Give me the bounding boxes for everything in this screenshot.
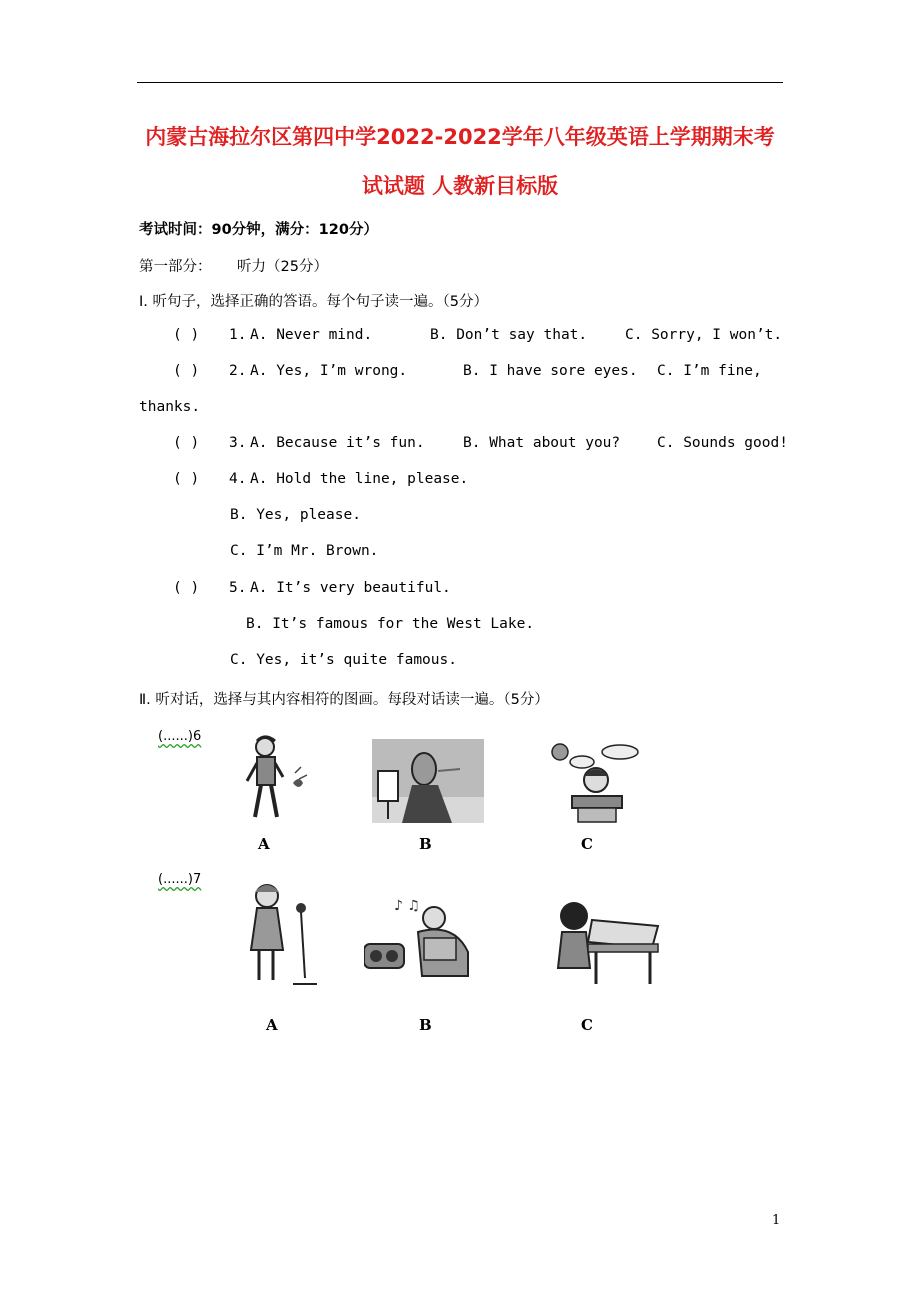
- picture-label-c: C: [581, 835, 593, 853]
- svg-text:♪ ♫: ♪ ♫: [394, 898, 420, 914]
- option-b: B. What about you?: [463, 435, 621, 451]
- question-number: 2.: [229, 363, 247, 379]
- girl-drawing-picture[interactable]: [548, 896, 662, 986]
- item-6-marker[interactable]: (......)6: [158, 729, 202, 744]
- option-c: C. I’m Mr. Brown.: [230, 543, 379, 559]
- question-number: 4.: [229, 471, 247, 487]
- part1-heading: 第一部分：: [139, 259, 212, 275]
- option-a: A. Never mind.: [250, 327, 373, 343]
- exam-title-line-2: 试试题 人教新目标版: [361, 174, 559, 198]
- option-b: B. I have sore eyes.: [463, 363, 638, 379]
- option-b: B. It’s famous for the West Lake.: [246, 616, 535, 632]
- option-c: C. I’m fine,: [657, 363, 762, 379]
- girl-singing-picture[interactable]: [243, 880, 325, 988]
- picture-label-c: C: [581, 1016, 593, 1034]
- option-c-continued: thanks.: [139, 399, 201, 415]
- option-b: B. Don’t say that.: [430, 327, 588, 343]
- option-c: C. Sounds good!: [657, 435, 788, 451]
- section2-instruction: Ⅱ. 听对话，选择与其内容相符的图画。每段对话读一遍。（5分）: [139, 692, 549, 708]
- option-a: A. It’s very beautiful.: [250, 580, 451, 596]
- exam-info: 考试时间：90分钟，满分：120分）: [139, 222, 378, 238]
- exam-title-line-1: 内蒙古海拉尔区第四中学2022-2022学年八年级英语上学期期末考: [145, 125, 775, 149]
- answer-paren[interactable]: ( ): [173, 471, 200, 487]
- header-rule: [137, 82, 783, 83]
- girl-listening-music-picture[interactable]: [364, 892, 490, 984]
- page-number: 1: [772, 1213, 781, 1228]
- part1-name: 听力（25分）: [237, 259, 328, 275]
- item-7-marker[interactable]: (......)7: [158, 872, 202, 887]
- option-a: A. Yes, I’m wrong.: [250, 363, 408, 379]
- picture-label-b: B: [419, 1016, 432, 1034]
- question-number: 3.: [229, 435, 247, 451]
- answer-paren[interactable]: ( ): [173, 327, 200, 343]
- student-thinking-picture[interactable]: [548, 738, 648, 824]
- picture-label-b: B: [419, 835, 432, 853]
- picture-label-a: A: [266, 1016, 278, 1034]
- walking-boy-picture[interactable]: [235, 733, 315, 825]
- option-c: C. Sorry, I won’t.: [625, 327, 783, 343]
- question-number: 1.: [229, 327, 247, 343]
- question-number: 5.: [229, 580, 247, 596]
- option-a: A. Because it’s fun.: [250, 435, 425, 451]
- answer-paren[interactable]: ( ): [173, 435, 200, 451]
- section1-instruction: Ⅰ. 听句子，选择正确的答语。每个句子读一遍。（5分）: [139, 294, 488, 310]
- option-a: A. Hold the line, please.: [250, 471, 469, 487]
- option-b: B. Yes, please.: [230, 507, 361, 523]
- man-whistling-picture[interactable]: [372, 739, 484, 823]
- option-c: C. Yes, it’s quite famous.: [230, 652, 457, 668]
- picture-label-a: A: [258, 835, 270, 853]
- answer-paren[interactable]: ( ): [173, 363, 200, 379]
- answer-paren[interactable]: ( ): [173, 580, 200, 596]
